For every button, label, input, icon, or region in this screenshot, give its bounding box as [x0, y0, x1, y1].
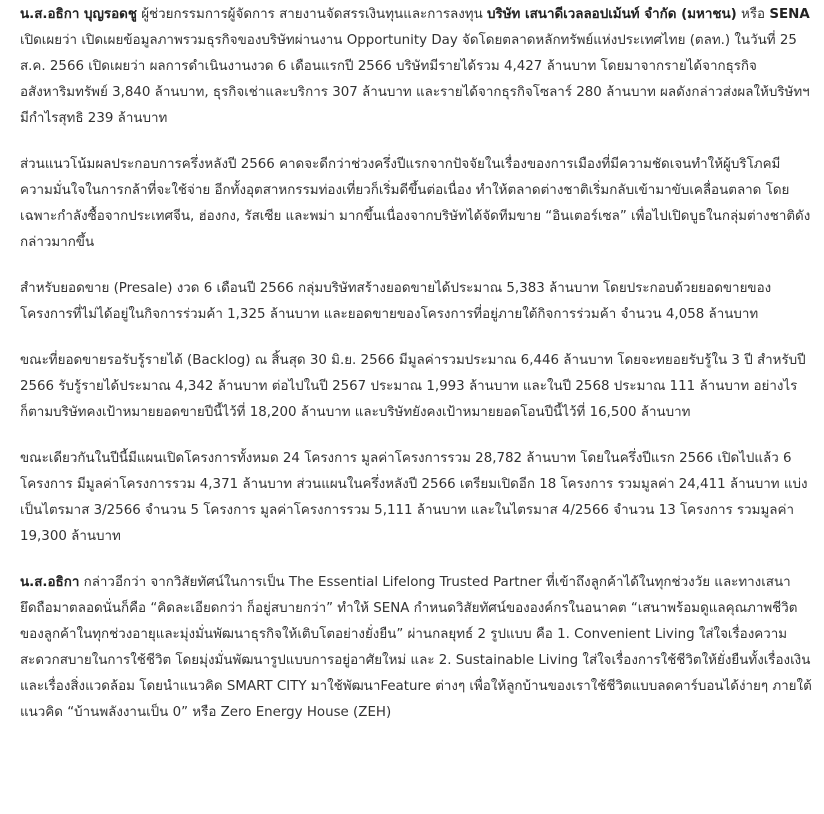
vision-text: กล่าวอีกว่า จากวิสัยทัศน์ในการเป็น The Essential Lifelong Trusted Partner ที่เข้าถึงลูกค้าได้ในทุกช่วงวัย และทางเสนายึดถือมาตลอดนั่นก็คือ “คิดละเอียดกว่า ก็อยู่สบายกว่า” ทำให้ SENA กำหนดวิสัยทัศน์ขององค์กรในอนาคต “เสนาพร้อมดูแลคุณภาพชีวิตของลูกค้าในทุกช่วงอายุและมุ่งมั่นพัฒนาธุรกิจให้เติบโตอย่างยั่งยืน” ผ่านกลยุทธ์ 2 รูปแบบ คือ 1. Convenient Living ใส่ใจเรื่องความสะดวกสบายในการใช้ชีวิต โดยมุ่งมั่นพัฒนารูปแบบการอยู่อาศัยใหม่ และ 2. Sustainable Living ใส่ใจเรื่องการใช้ชีวิตให้ยั่งยืนทั้งเรื่องเงินและเรื่องสิ่งแวดล้อม โดยนำแนวคิด SMART CITY มาใช้พัฒนาFeature ต่างๆ เพื่อให้ลูกบ้านของเราใช้ชีวิตแบบลดคาร์บอนได้ง่ายๆ ภายใต้แนวคิด “บ้านพลังงานเป็น 0” หรือ Zero Energy House (ZEH): [20, 575, 812, 720]
intro-text: เปิดเผยว่า เปิดเผยข้อมูลภาพรวมธุรกิจของบริษัทผ่านงาน Opportunity Day จัดโดยตลาดหลักทรัพย์แห่งประเทศไทย (ตลท.) ในวันที่ 25 ส.ค. 2566 เปิดเผยว่า ผลการดำเนินงานงวด 6 เดือนแรกปี 2566 บริษัทมีรายได้รวม 4,427 ล้านบาท โดยมาจากรายได้จากธุรกิจอสังหาริมทรัพย์ 3,840 ล้านบาท, ธุรกิจเช่าและบริการ 307 ล้านบาท และรายได้จากธุรกิจโซลาร์ 280 ล้านบาท ผลดังกล่าวส่งผลให้บริษัทฯมีกำไรสุทธิ 239 ล้านบาท: [20, 33, 810, 126]
intro-connector: หรือ: [736, 7, 770, 22]
paragraph-project-launches: ขณะเดียวกันในปีนี้มีแผนเปิดโครงการทั้งหมด 24 โครงการ มูลค่าโครงการรวม 28,782 ล้านบาท โดยในครึ่งปีแรก 2566 เปิดไปแล้ว 6 โครงการ มีมูลค่าโครงการรวม 4,371 ล้านบาท ส่วนแผนในครึ่งหลังปี 2566 เตรียมเปิดอีก 18 โครงการ รวมมูลค่า 24,411 ล้านบาท แบ่งเป็นไตรมาส 3/2566 จำนวน 5 โครงการ มูลค่าโครงการรวม 5,111 ล้านบาท และในไตรมาส 4/2566 จำนวน 13 โครงการ รวมมูลค่า 19,300 ล้านบาท: [20, 451, 808, 544]
paragraph-backlog: ขณะที่ยอดขายรอรับรู้รายได้ (Backlog) ณ สิ้นสุด 30 มิ.ย. 2566 มีมูลค่ารวมประมาณ 6,446 ล้านบาท โดยจะทยอยรับรู้ใน 3 ปี สำหรับปี 2566 รับรู้รายได้ประมาณ 4,342 ล้านบาท ต่อไปในปี 2567 ประมาณ 1,993 ล้านบาท และในปี 2568 ประมาณ 111 ล้านบาท อย่างไรก็ตามบริษัทคงเป้าหมายยอดขายปีนี้ไว้ที่ 18,200 ล้านบาท และบริษัทยังคงเป้าหมายยอดโอนปีนี้ไว้ที่ 16,500 ล้านบาท: [20, 353, 806, 420]
executive-short-name: น.ส.อธิกา: [20, 575, 80, 590]
executive-title: ผู้ช่วยกรรมการผู้จัดการ สายงานจัดสรรเงินทุนและการลงทุน: [136, 7, 488, 22]
company-name: บริษัท เสนาดีเวลลอปเม้นท์ จำกัด (มหาชน): [487, 7, 737, 22]
company-ticker: SENA: [769, 7, 810, 22]
paragraph-vision: [20, 570, 812, 726]
paragraph-outlook: ส่วนแนวโน้มผลประกอบการครึ่งหลังปี 2566 คาดจะดีกว่าช่วงครึ่งปีแรกจากปัจจัยในเรื่องของการเมืองที่มีความชัดเจนทำให้ผู้บริโภคมีความมั่นใจในการกล้าที่จะใช้จ่าย อีกทั้งอุตสาหกรรมท่องเที่ยวก็เริ่มดีขึ้นต่อเนื่อง ทำให้ตลาดต่างชาติเริ่มกลับเข้ามาขับเคลื่อนตลาด โดยเฉพาะกำลังซื้อจากประเทศจีน, ฮ่องกง, รัสเซีย และพม่า มากขึ้นเนื่องจากบริษัทได้จัดทีมขาย “อินเตอร์เซล” เพื่อไปเปิดบูธในกลุ่มต่างชาติดังกล่าวมากขึ้น: [20, 157, 811, 250]
paragraph-presale: สำหรับยอดขาย (Presale) งวด 6 เดือนปี 2566 กลุ่มบริษัทสร้างยอดขายได้ประมาณ 5,383 ล้านบาท โดยประกอบด้วยยอดขายของโครงการที่ไม่ได้อยู่ในกิจการร่วมค้า 1,325 ล้านบาท และยอดขายของโครงการที่อยู่ภายใต้กิจการร่วมค้า จำนวน 4,058 ล้านบาท: [20, 281, 772, 322]
executive-name: น.ส.อธิกา บุญรอดชู: [20, 7, 137, 22]
paragraph-intro: [20, 2, 812, 132]
